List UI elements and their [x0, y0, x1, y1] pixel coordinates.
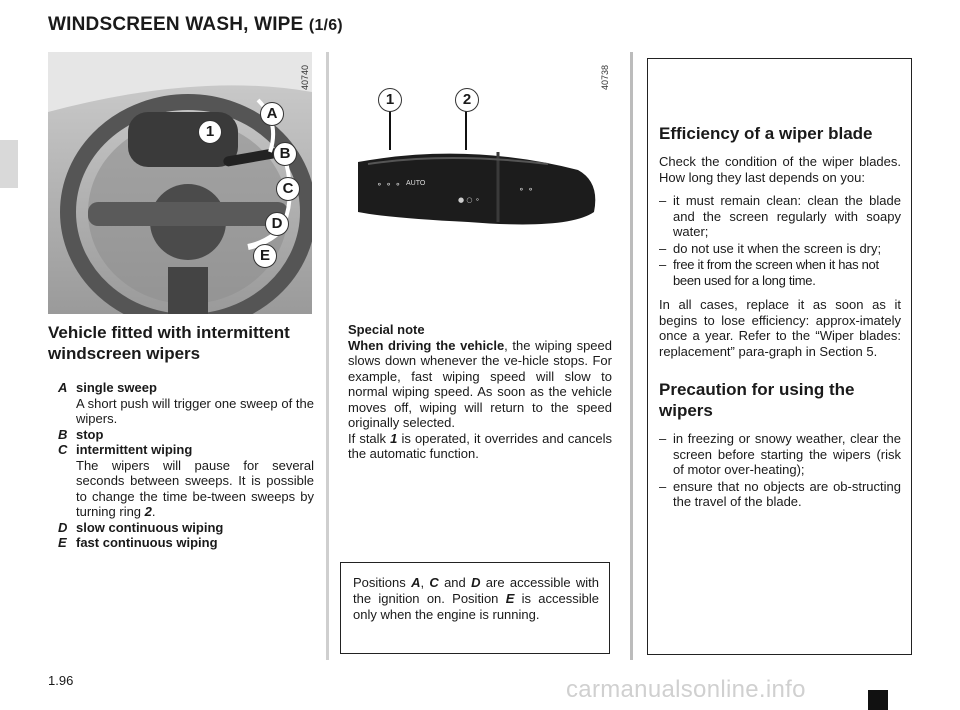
list-item: B stop: [58, 426, 104, 442]
list-item: – ensure that no objects are ob-structing the travel of the blade.: [659, 478, 901, 509]
list-item: – do not use it when the screen is dry;: [659, 240, 882, 256]
section-heading: Vehicle fitted with intermittent windscreen wipers: [48, 323, 290, 363]
list-item: – free it from the screen when it has not been used for a long time.: [659, 257, 879, 288]
list-item: C intermittent wiping The wipers will pause for several seconds between sweeps. It is possible to change the time be-tween sweeps by turning ring 2.: [58, 442, 314, 519]
watermark: carmanualsonline.info: [566, 676, 806, 703]
list-item: – it must remain clean: clean the blade and the screen regularly with soapy water;: [659, 193, 901, 239]
page-number: 1.96: [48, 673, 74, 688]
steering-wheel-photo: [48, 52, 312, 314]
callout-1: 1: [198, 120, 222, 144]
special-note: Special note When driving the vehicle, the wiping speed slows down whenever the ve-hicle stops. For example, fast wiping speed will slow to normal wiping speed. As soon as the vehicle moves off, wiping will return to the speed originally selected. If stalk 1 is operated, it overrides and cancels the automatic function.: [348, 322, 612, 461]
column-divider: [326, 52, 329, 660]
auto-label: AUTO: [406, 180, 426, 187]
list-item: E fast continuous wiping: [58, 535, 218, 550]
wiper-stalk-illustration: [348, 52, 612, 314]
callout-d: D: [265, 212, 289, 236]
efficiency-heading: Efficiency of a wiper blade: [659, 124, 873, 143]
wiper-info-box: Efficiency of a wiper blade Check the condition of the wiper blades. How long they last depends on you: – it must remain clean: clean the blade and the screen regularly with soapy water; – do not use it when the screen is dry; – free it from the screen when it has not been used for a long time. In all cases, replace it as soon as it begins to lose efficiency: approx-imately once a year. Refer to the “Wiper blades: replacement” para-graph in Section 5. Precaution for using the wipers – in freezing or snowy weather, clear the screen before starting the wipers (risk of motor over-heating); – ensure that no objects are ob-structing the travel of the blade.: [647, 58, 912, 655]
callout-2: 2: [455, 88, 479, 112]
callout-c: C: [276, 177, 300, 201]
ignition-note-box: Positions A, C and D are accessible with the ignition on. Position E is accessible only when the engine is running.: [340, 562, 610, 654]
svg-text:⚬ ⚬ ⚬: ⚬ ⚬ ⚬: [376, 180, 402, 189]
precaution-heading: Precaution for using the wipers: [659, 380, 855, 420]
callout-a: A: [260, 102, 284, 126]
list-item: A single sweep A short push will trigger one sweep of the wipers.: [58, 380, 314, 426]
positions-list: [58, 380, 314, 551]
list-item: D slow continuous wiping: [58, 519, 224, 535]
callout-b: B: [273, 142, 297, 166]
svg-text:● ○ ⚬: ● ○ ⚬: [458, 196, 481, 204]
photo-code: 40740: [300, 64, 310, 90]
column-divider: [630, 52, 633, 660]
svg-text:⚬ ⚬: ⚬ ⚬: [518, 185, 534, 194]
footer-marker: [868, 690, 888, 710]
section-tab: [0, 140, 18, 188]
page-title: WINDSCREEN WASH, WIPE (1/6): [48, 14, 343, 35]
callout-1: 1: [378, 88, 402, 112]
list-item: – in freezing or snowy weather, clear the screen before starting the wipers (risk of motor over-heating);: [659, 431, 901, 477]
callout-e: E: [253, 244, 277, 268]
stalk-code: 40738: [600, 64, 610, 90]
